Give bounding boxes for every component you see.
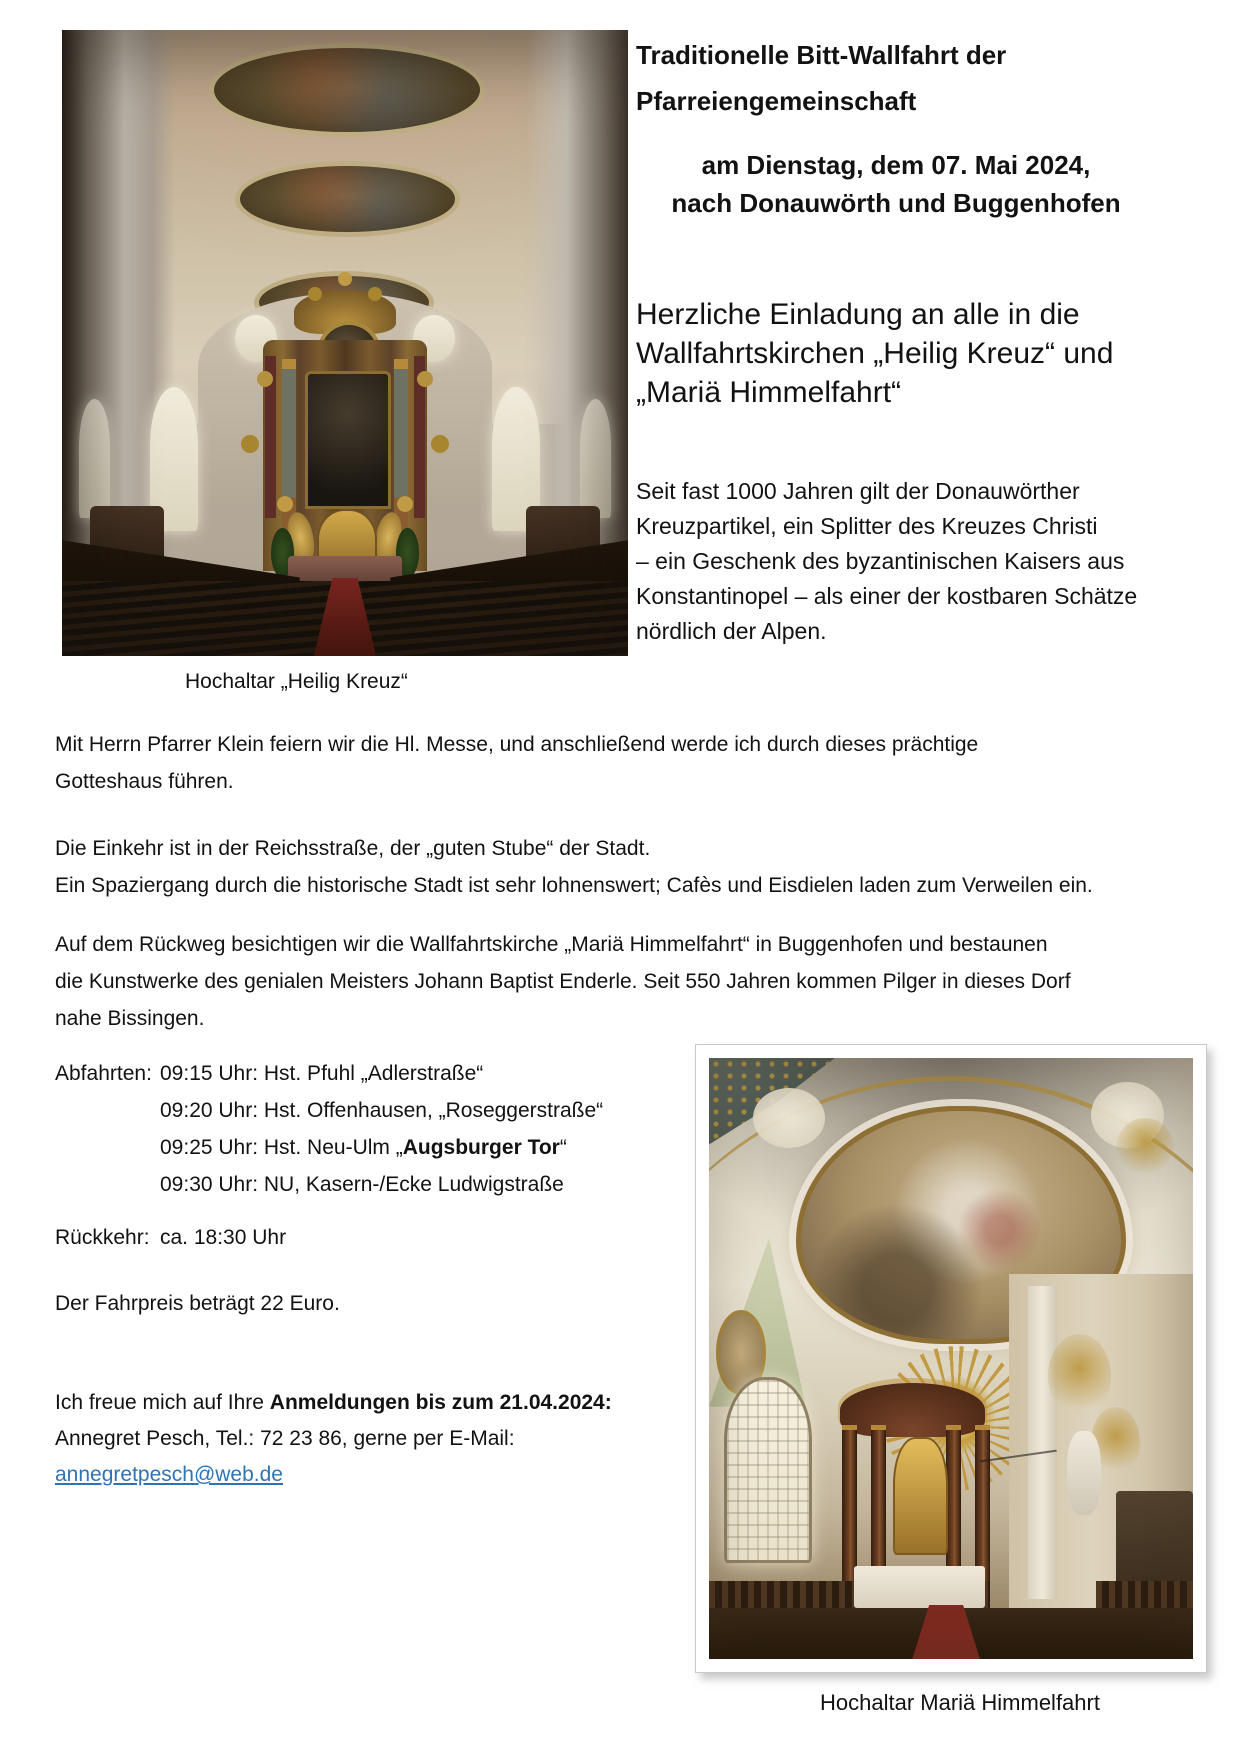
return-info bbox=[55, 1219, 286, 1256]
photo-heilig-kreuz bbox=[62, 30, 628, 656]
history-line5: nördlich der Alpen. bbox=[636, 618, 827, 644]
photo-maria-himmelfahrt-frame bbox=[695, 1044, 1207, 1673]
departure-item-2: 09:20 Uhr: Hst. Offenhausen, „Roseggerstraße“ bbox=[160, 1099, 604, 1122]
paragraph-einkehr bbox=[55, 830, 1093, 904]
departure-item-4: 09:30 Uhr: NU, Kasern-/Ecke Ludwigstraße bbox=[160, 1173, 564, 1196]
history-line1: Seit fast 1000 Jahren gilt der Donauwörther bbox=[636, 478, 1080, 504]
date-line1: am Dienstag, dem 07. Mai 2024, bbox=[701, 150, 1091, 180]
page-title bbox=[636, 32, 1006, 124]
photo-maria-himmelfahrt bbox=[709, 1058, 1193, 1659]
invitation-line2: Wallfahrtskirchen „Heilig Kreuz“ und bbox=[636, 337, 1114, 370]
registration-normal: Ich freue mich auf Ihre bbox=[55, 1391, 270, 1414]
history-paragraph bbox=[636, 474, 1137, 649]
departure-item-3 bbox=[160, 1129, 603, 1166]
departure-item-3-bold: Augsburger Tor bbox=[402, 1136, 560, 1159]
return-time: ca. 18:30 Uhr bbox=[160, 1226, 287, 1249]
invitation-line3: „Mariä Himmelfahrt“ bbox=[636, 376, 902, 409]
registration-line bbox=[55, 1384, 612, 1421]
price-line: Der Fahrpreis beträgt 22 Euro. bbox=[55, 1292, 340, 1315]
date-line2: nach Donauwörth und Buggenhofen bbox=[671, 188, 1121, 218]
paragraph-mass bbox=[55, 726, 978, 800]
email-link[interactable]: annegretpesch@web.de bbox=[55, 1463, 283, 1486]
departures-list bbox=[160, 1055, 603, 1203]
title-line2: Pfarreiengemeinschaft bbox=[636, 86, 917, 116]
departure-item-3-prefix: 09:25 Uhr: Hst. Neu-Ulm „ bbox=[160, 1136, 403, 1159]
return-label: Rückkehr: bbox=[55, 1226, 150, 1249]
trip-date bbox=[636, 146, 1156, 222]
invitation bbox=[636, 295, 1113, 412]
departures bbox=[55, 1055, 603, 1203]
photo-vignette bbox=[62, 30, 628, 656]
history-line2: Kreuzpartikel, ein Splitter des Kreuzes Christi bbox=[636, 513, 1098, 539]
photo-vignette bbox=[709, 1058, 1193, 1659]
contact-line: Annegret Pesch, Tel.: 72 23 86, gerne per E-Mail: bbox=[55, 1427, 515, 1450]
paragraph-rueckweg-line1: Auf dem Rückweg besichtigen wir die Wallfahrtskirche „Mariä Himmelfahrt“ in Buggenhofen und bestaunen bbox=[55, 933, 1048, 956]
history-line3: – ein Geschenk des byzantinischen Kaisers aus bbox=[636, 548, 1125, 574]
departures-label: Abfahrten: bbox=[55, 1062, 152, 1085]
departure-item-3-suffix: “ bbox=[559, 1136, 567, 1159]
departure-item-1: 09:15 Uhr: Hst. Pfuhl „Adlerstraße“ bbox=[160, 1062, 484, 1085]
paragraph-rueckweg-line2: die Kunstwerke des genialen Meisters Johann Baptist Enderle. Seit 550 Jahren kommen Pilger in dieses Dorf bbox=[55, 970, 1071, 993]
title-line1: Traditionelle Bitt-Wallfahrt der bbox=[636, 40, 1007, 70]
photo2-caption: Hochaltar Mariä Himmelfahrt bbox=[820, 1690, 1100, 1715]
invitation-line1: Herzliche Einladung an alle in die bbox=[636, 298, 1080, 331]
history-line4: Konstantinopel – als einer der kostbaren Schätze bbox=[636, 583, 1138, 609]
paragraph-einkehr-line2: Ein Spaziergang durch die historische Stadt ist sehr lohnenswert; Cafès und Eisdielen laden zum Verweilen ein. bbox=[55, 874, 1093, 897]
registration-deadline: Anmeldungen bis zum 21.04.2024: bbox=[269, 1391, 612, 1414]
paragraph-mass-line1: Mit Herrn Pfarrer Klein feiern wir die Hl. Messe, und anschließend werde ich durch dieses prächtige bbox=[55, 733, 979, 756]
paragraph-mass-line2: Gotteshaus führen. bbox=[55, 770, 234, 793]
paragraph-rueckweg-line3: nahe Bissingen. bbox=[55, 1007, 205, 1030]
paragraph-einkehr-line1: Die Einkehr ist in der Reichsstraße, der „guten Stube“ der Stadt. bbox=[55, 837, 651, 860]
photo1-caption: Hochaltar „Heilig Kreuz“ bbox=[185, 670, 408, 693]
paragraph-rueckweg bbox=[55, 926, 1071, 1037]
